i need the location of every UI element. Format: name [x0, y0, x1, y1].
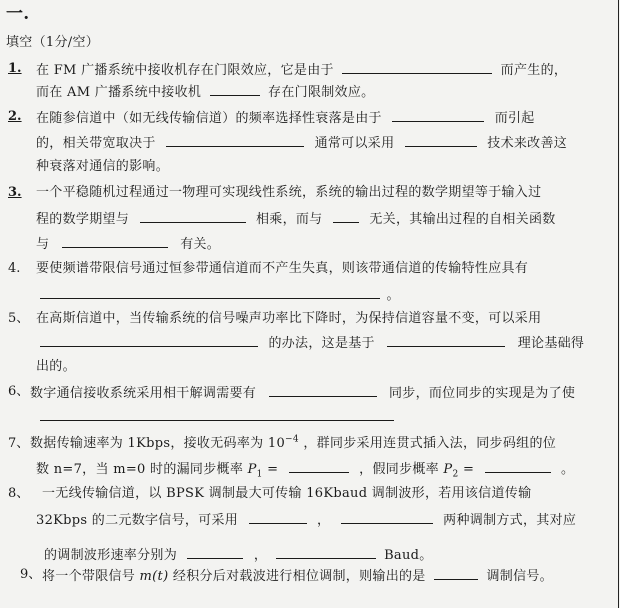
- question-4-number: 4.: [8, 261, 21, 276]
- question-1-number: 1.: [8, 61, 22, 76]
- question-5-number: 5、: [8, 311, 30, 326]
- blank-8b[interactable]: [341, 511, 433, 524]
- question-4-line-2: 。: [40, 286, 400, 304]
- blank-4a[interactable]: [40, 286, 380, 299]
- question-1-line-2: 而在 AM 广播系统中接收机 存在门限制效应。: [36, 85, 375, 100]
- question-5-line-3: 出的。: [36, 359, 76, 374]
- question-5-line-2: 的办法，这是基于 理论基础得: [40, 334, 584, 352]
- question-9-number: 9、: [20, 567, 42, 582]
- blank-9a[interactable]: [434, 567, 478, 580]
- question-8-line-1: 一无线传输信道，以 BPSK 调制最大可传输 16Kbaud 调制波形，若用该信道传输: [42, 486, 532, 501]
- blank-3c[interactable]: [62, 235, 168, 248]
- question-3-line-3: 与 有关。: [36, 237, 221, 252]
- question-3-line-1: 一个平稳随机过程通过一物理可实现线性系统，系统的输出过程的数学期望等于输入过: [36, 185, 542, 200]
- question-2-line-1: 在随参信道中（如无线传输信道）的频率选择性衰落是由于 而引起: [36, 111, 535, 126]
- section-heading: 一.: [6, 4, 30, 24]
- blank-5a[interactable]: [40, 334, 258, 347]
- blank-6a[interactable]: [269, 384, 377, 397]
- blank-3b[interactable]: [333, 210, 359, 223]
- question-3-line-2: 程的数学期望与 相乘，而与 无关，其输出过程的自相关函数: [36, 212, 556, 227]
- question-4-line-1: 要使频谱带限信号通过恒参带通信道而不产生失真，则该带通信道的传输特性应具有: [36, 261, 529, 276]
- question-6-line-1: 数字通信接收系统采用相干解调需要有 同步，而位同步的实现是为了使: [30, 386, 576, 401]
- question-2-number: 2.: [8, 109, 22, 124]
- question-8-line-3: 的调制波形速率分别为 ， Baud。: [44, 548, 433, 563]
- question-5-line-1: 在高斯信道中，当传输系统的信号噪声功率比下降时，为保持信道容量不变，可以采用: [36, 311, 542, 326]
- question-2-line-3: 种衰落对通信的影响。: [36, 159, 170, 174]
- blank-2c[interactable]: [405, 134, 477, 147]
- section-subtitle: 填空（1分/空）: [6, 35, 100, 50]
- blank-8c[interactable]: [187, 546, 243, 559]
- question-6-number: 6、: [8, 384, 30, 399]
- blank-7b[interactable]: [485, 460, 551, 473]
- blank-8a[interactable]: [249, 511, 307, 524]
- blank-1a[interactable]: [342, 61, 492, 74]
- question-7-line-2: 数 n=7，当 m=0 时的漏同步概率 $P_1$ = ，假同步概率 $P_2$ = 。: [36, 462, 575, 480]
- blank-2a[interactable]: [392, 109, 484, 122]
- blank-5b[interactable]: [387, 334, 505, 347]
- question-9-line-1: 将一个带限信号 m(t) 经积分后对载波进行相位调制，则输出的是 调制信号。: [42, 569, 553, 584]
- blank-7a[interactable]: [289, 460, 349, 473]
- question-1-line-1: 在 FM 广播系统中接收机存在门限效应，它是由于 而产生的，: [36, 63, 568, 78]
- question-6-line-2: [40, 408, 394, 426]
- blank-6b[interactable]: [40, 408, 394, 421]
- blank-3a[interactable]: [140, 210, 246, 223]
- question-2-line-2: 的，相关带宽取决于 通常可以采用 技术来改善这: [36, 136, 568, 151]
- question-8-line-2: 32Kbps 的二元数字信号，可采用 ， 两种调制方式，其对应: [36, 513, 577, 528]
- question-3-number: 3.: [8, 185, 22, 200]
- question-7-number: 7、: [8, 436, 30, 451]
- blank-8d[interactable]: [276, 546, 376, 559]
- page-border: [618, 0, 620, 608]
- question-8-number: 8、: [8, 486, 30, 501]
- blank-1b[interactable]: [210, 83, 260, 96]
- question-7-line-1: 数据传输速率为 1Kbps，接收无码率为 $10^{-4}$ ，群同步采用连贯式插入法，同步码组的位: [30, 434, 557, 451]
- blank-2b[interactable]: [166, 134, 304, 147]
